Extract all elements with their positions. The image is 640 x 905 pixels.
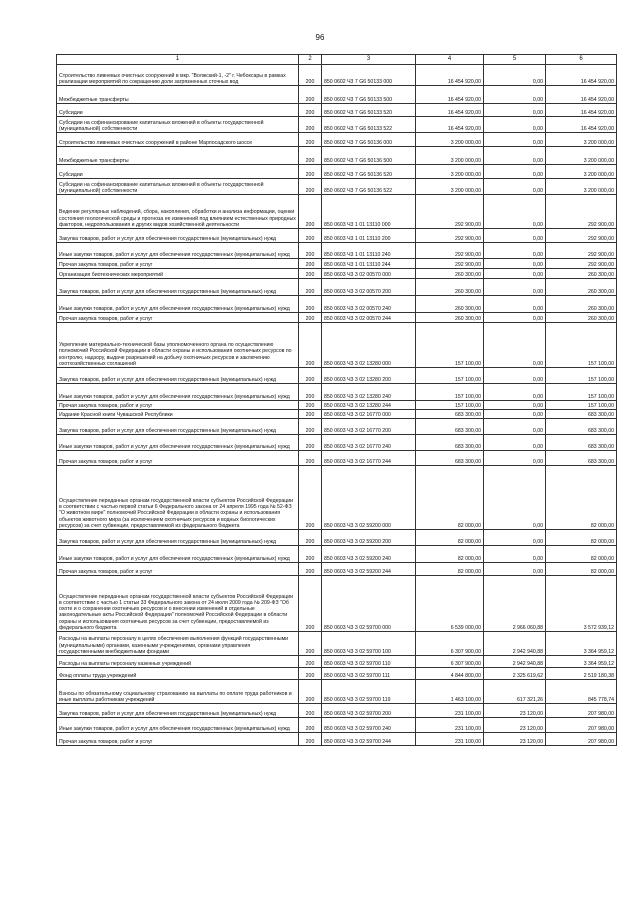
table-row [57,259,617,269]
row-remainder-cell: 16 454 920,00 [546,86,617,104]
row-remainder-cell: 3 200 000,00 [546,165,617,179]
row-remainder-cell: 683 300,00 [546,435,617,451]
row-name-cell: Ведение регулярных наблюдений, сбора, накопления, обработки и анализа информации, оценки состояния геологической среды и прогноза ее изменений под влиянием естественных природных факторов, недропользования и других видов хозяйственной деятельности [57,195,299,229]
row-name-cell: Расходы на выплаты персоналу в целях обеспечения выполнения функций государственными (муниципальными) органами, казенными учреждениями, органами управления государственными внебюджетными фондами [57,632,299,656]
row-name-cell: Субсидии [57,104,299,117]
row-executed-cell: 23 120,00 [484,733,546,746]
row-name-cell: Строительство ливневых очистных сооружений в районе Марпосадского шоссе [57,133,299,147]
row-classification-cell: 850 0603 Ч3 3 02 59700 200 [322,704,416,718]
row-classification-cell: 850 0603 Ч3 3 02 00570 000 [322,269,416,279]
table-row [57,680,617,704]
row-remainder-cell: 3 200 000,00 [546,147,617,165]
row-classification-cell: 850 0603 Ч3 3 02 59700 111 [322,668,416,680]
table-row [57,704,617,718]
row-remainder-cell: 3 200 000,00 [546,179,617,195]
row-code-cell: 200 [299,259,322,269]
row-code-cell: 200 [299,86,322,104]
row-remainder-cell: 260 300,00 [546,279,617,296]
row-remainder-cell: 157 100,00 [546,368,617,384]
row-executed-cell: 2 966 060,88 [484,576,546,632]
row-classification-cell: 850 0603 Ч3 3 02 59700 100 [322,632,416,656]
row-name-cell: Субсидии [57,165,299,179]
row-classification-cell: 850 0603 Ч3 3 02 59700 244 [322,733,416,746]
row-classification-cell: 850 0603 Ч3 3 02 16770 000 [322,410,416,419]
row-executed-cell: 0,00 [484,86,546,104]
row-name-cell: Иные закупки товаров, работ и услуг для обеспечения государственных (муниципальных) нужд [57,384,299,401]
row-code-cell: 200 [299,104,322,117]
row-executed-cell: 0,00 [484,410,546,419]
row-classification-cell: 850 0602 Ч3 7 G6 50133 522 [322,117,416,133]
row-executed-cell: 0,00 [484,65,546,86]
row-executed-cell: 0,00 [484,147,546,165]
row-amount-cell: 16 454 920,00 [416,65,484,86]
row-classification-cell: 850 0603 Ч3 3 02 59700 240 [322,718,416,733]
row-name-cell: Закупка товаров, работ и услуг для обеспечения государственных (муниципальных) нужд [57,279,299,296]
table-row [57,435,617,451]
row-code-cell: 200 [299,243,322,259]
row-amount-cell: 231 100,00 [416,704,484,718]
row-classification-cell: 850 0603 Ч3 1 01 13110 200 [322,229,416,243]
row-executed-cell: 0,00 [484,296,546,313]
row-amount-cell: 82 000,00 [416,530,484,546]
row-name-cell: Прочая закупка товаров, работ и услуг [57,401,299,410]
row-amount-cell: 16 454 920,00 [416,86,484,104]
row-remainder-cell: 292 900,00 [546,229,617,243]
row-classification-cell: 850 0603 Ч3 3 02 13280 000 [322,323,416,368]
table-row [57,133,617,147]
table-row [57,296,617,313]
table-row [57,368,617,384]
row-code-cell: 200 [299,733,322,746]
row-classification-cell: 850 0602 Ч3 7 G6 50133 000 [322,65,416,86]
row-amount-cell: 683 300,00 [416,419,484,435]
table-row [57,384,617,401]
table-row [57,243,617,259]
row-code-cell: 200 [299,546,322,563]
row-code-cell: 200 [299,563,322,576]
row-executed-cell: 23 120,00 [484,718,546,733]
row-classification-cell: 850 0603 Ч3 1 01 13110 244 [322,259,416,269]
row-remainder-cell: 260 300,00 [546,313,617,323]
row-amount-cell: 157 100,00 [416,384,484,401]
row-code-cell: 200 [299,384,322,401]
header-col-5: 5 [484,55,546,65]
row-code-cell: 200 [299,269,322,279]
row-remainder-cell: 82 000,00 [546,546,617,563]
row-classification-cell: 850 0603 Ч3 3 02 59700 000 [322,576,416,632]
row-name-cell: Иные закупки товаров, работ и услуг для обеспечения государственных (муниципальных) нужд [57,718,299,733]
row-code-cell: 200 [299,632,322,656]
table-row [57,147,617,165]
row-executed-cell: 0,00 [484,419,546,435]
row-classification-cell: 850 0603 Ч3 3 02 13280 240 [322,384,416,401]
row-remainder-cell: 683 300,00 [546,410,617,419]
row-remainder-cell: 683 300,00 [546,451,617,466]
row-name-cell: Осуществление переданных органам государственной власти субъектов Российской Федерации в соответствии с частью первой статьи 6 Федерального закона от 24 апреля 1995 года № 52-ФЗ "О животном мире" полномочий Российской Федерации в области охраны и использования объектов животного мира (за исключением охотничьих ресурсов и водных биологических ресурсов) за счет субвенции, предоставляемой из федерального бюджета [57,466,299,530]
row-classification-cell: 850 0602 Ч3 7 G6 50136 500 [322,147,416,165]
row-name-cell: Закупка товаров, работ и услуг для обеспечения государственных (муниципальных) нужд [57,229,299,243]
row-classification-cell: 850 0603 Ч3 3 02 00570 240 [322,296,416,313]
row-executed-cell: 0,00 [484,384,546,401]
row-code-cell: 200 [299,718,322,733]
row-amount-cell: 6 307 900,00 [416,632,484,656]
row-executed-cell: 0,00 [484,563,546,576]
row-remainder-cell: 2 519 180,38 [546,668,617,680]
row-code-cell: 200 [299,179,322,195]
row-classification-cell: 850 0602 Ч3 7 G6 50133 520 [322,104,416,117]
row-amount-cell: 157 100,00 [416,401,484,410]
table-row [57,410,617,419]
row-amount-cell: 157 100,00 [416,323,484,368]
row-name-cell: Межбюджетные трансферты [57,147,299,165]
row-classification-cell: 850 0603 Ч3 3 02 16770 240 [322,435,416,451]
row-name-cell: Строительство ливневых очистных сооружений в мкр. "Волжский-1, -2" г. Чебоксары в рамках реализации мероприятий по сокращению доли загрязненных сточных вод [57,65,299,86]
row-classification-cell: 850 0603 Ч3 3 02 00570 244 [322,313,416,323]
row-amount-cell: 82 000,00 [416,466,484,530]
table-row [57,229,617,243]
table-row [57,632,617,656]
row-code-cell: 200 [299,368,322,384]
row-code-cell: 200 [299,530,322,546]
row-name-cell: Издание Красной книги Чувашской Республики [57,410,299,419]
row-amount-cell: 683 300,00 [416,410,484,419]
row-amount-cell: 4 844 800,00 [416,668,484,680]
header-col-6: 6 [546,55,617,65]
row-classification-cell: 850 0603 Ч3 3 02 59200 244 [322,563,416,576]
row-code-cell: 200 [299,466,322,530]
row-remainder-cell: 683 300,00 [546,419,617,435]
row-executed-cell: 0,00 [484,165,546,179]
row-name-cell: Осуществление переданных органам государственной власти субъектов Российской Федерации в соответствии с частью 1 статьи 33 Федерального закона от 24 июля 2009 года № 209-ФЗ "Об охоте и о сохранении охотничьих ресурсов и о внесении изменений в отдельные законодательные акты Российской Федерации" полномочий Российской Федерации в области охраны и использования охотничьих ресурсов за счет субвенции, предоставляемой из федерального бюджета [57,576,299,632]
row-code-cell: 200 [299,133,322,147]
row-amount-cell: 82 000,00 [416,563,484,576]
page-number: 96 [315,33,325,42]
row-name-cell: Межбюджетные трансферты [57,86,299,104]
table-row [57,195,617,229]
row-amount-cell: 6 307 900,00 [416,656,484,668]
row-code-cell: 200 [299,165,322,179]
row-remainder-cell: 16 454 920,00 [546,117,617,133]
row-name-cell: Закупка товаров, работ и услуг для обеспечения государственных (муниципальных) нужд [57,704,299,718]
row-classification-cell: 850 0603 Ч3 1 01 13110 000 [322,195,416,229]
table-row [57,165,617,179]
row-code-cell: 200 [299,656,322,668]
row-executed-cell: 0,00 [484,451,546,466]
row-remainder-cell: 157 100,00 [546,323,617,368]
row-code-cell: 200 [299,668,322,680]
row-name-cell: Прочая закупка товаров, работ и услуг [57,733,299,746]
row-amount-cell: 3 200 000,00 [416,147,484,165]
row-code-cell: 200 [299,296,322,313]
row-remainder-cell: 3 364 959,12 [546,656,617,668]
row-code-cell: 200 [299,576,322,632]
row-remainder-cell: 157 100,00 [546,401,617,410]
row-remainder-cell: 260 300,00 [546,269,617,279]
row-executed-cell: 0,00 [484,269,546,279]
row-code-cell: 200 [299,65,322,86]
row-name-cell: Иные закупки товаров, работ и услуг для обеспечения государственных (муниципальных) нужд [57,243,299,259]
row-amount-cell: 6 539 000,00 [416,576,484,632]
table-row [57,401,617,410]
row-name-cell: Иные закупки товаров, работ и услуг для обеспечения государственных (муниципальных) нужд [57,546,299,563]
table-row [57,313,617,323]
row-name-cell: Прочая закупка товаров, работ и услуг [57,313,299,323]
row-classification-cell: 850 0603 Ч3 3 02 59200 000 [322,466,416,530]
row-amount-cell: 3 200 000,00 [416,179,484,195]
row-code-cell: 200 [299,451,322,466]
table-row [57,718,617,733]
row-code-cell: 200 [299,704,322,718]
row-remainder-cell: 292 900,00 [546,195,617,229]
row-code-cell: 200 [299,419,322,435]
row-remainder-cell: 3 364 959,12 [546,632,617,656]
row-code-cell: 200 [299,680,322,704]
row-name-cell: Расходы на выплаты персоналу казенных учреждений [57,656,299,668]
row-amount-cell: 292 900,00 [416,259,484,269]
row-name-cell: Субсидии на софинансирование капитальных вложений в объекты государственной (муниципальной) собственности [57,117,299,133]
row-executed-cell: 0,00 [484,466,546,530]
row-classification-cell: 850 0603 Ч3 3 02 13280 200 [322,368,416,384]
header-col-3: 3 [322,55,416,65]
row-code-cell: 200 [299,410,322,419]
row-name-cell: Фонд оплаты труда учреждений [57,668,299,680]
row-amount-cell: 3 200 000,00 [416,165,484,179]
row-executed-cell: 2 942 940,88 [484,632,546,656]
row-amount-cell: 292 900,00 [416,229,484,243]
row-executed-cell: 0,00 [484,195,546,229]
row-classification-cell: 850 0602 Ч3 7 G6 50136 000 [322,133,416,147]
row-remainder-cell: 82 000,00 [546,563,617,576]
row-amount-cell: 683 300,00 [416,451,484,466]
table-row [57,323,617,368]
row-amount-cell: 260 300,00 [416,313,484,323]
row-amount-cell: 292 900,00 [416,243,484,259]
row-name-cell: Организация биотехнических мероприятий [57,269,299,279]
header-col-4: 4 [416,55,484,65]
table-row [57,466,617,530]
row-executed-cell: 2 325 619,62 [484,668,546,680]
table-row [57,65,617,86]
table-row [57,733,617,746]
row-classification-cell: 850 0602 Ч3 7 G6 50136 520 [322,165,416,179]
row-classification-cell: 850 0603 Ч3 3 02 59200 200 [322,530,416,546]
row-remainder-cell: 207 980,00 [546,704,617,718]
table-row [57,656,617,668]
row-remainder-cell: 16 454 920,00 [546,104,617,117]
row-executed-cell: 2 942 940,88 [484,656,546,668]
row-executed-cell: 0,00 [484,435,546,451]
row-executed-cell: 0,00 [484,229,546,243]
row-classification-cell: 850 0603 Ч3 3 02 59200 240 [322,546,416,563]
table-row [57,86,617,104]
table-row [57,269,617,279]
row-amount-cell: 683 300,00 [416,435,484,451]
row-remainder-cell: 207 980,00 [546,733,617,746]
row-executed-cell: 0,00 [484,279,546,296]
table-row [57,451,617,466]
row-remainder-cell: 82 000,00 [546,466,617,530]
table-row [57,563,617,576]
row-remainder-cell: 845 778,74 [546,680,617,704]
row-amount-cell: 231 100,00 [416,733,484,746]
row-name-cell: Укрепление материально-технической базы уполномоченного органа по осуществлению полномочий Российской Федерации в области охраны и использования охотничьих ресурсов по контролю, надзору, выдаче разрешений на добычу охотничьих ресурсов и заключению охотхозяйственных соглашений [57,323,299,368]
row-remainder-cell: 207 980,00 [546,718,617,733]
row-classification-cell: 850 0602 Ч3 7 G6 50133 500 [322,86,416,104]
row-code-cell: 200 [299,435,322,451]
row-name-cell: Закупка товаров, работ и услуг для обеспечения государственных (муниципальных) нужд [57,419,299,435]
row-name-cell: Иные закупки товаров, работ и услуг для обеспечения государственных (муниципальных) нужд [57,435,299,451]
row-executed-cell: 0,00 [484,530,546,546]
row-executed-cell: 0,00 [484,546,546,563]
row-amount-cell: 231 100,00 [416,718,484,733]
row-classification-cell: 850 0602 Ч3 7 G6 50136 522 [322,179,416,195]
row-code-cell: 200 [299,195,322,229]
row-classification-cell: 850 0603 Ч3 3 02 13280 244 [322,401,416,410]
row-executed-cell: 0,00 [484,179,546,195]
row-amount-cell: 16 454 920,00 [416,104,484,117]
header-col-2: 2 [299,55,322,65]
table-row [57,530,617,546]
budget-table-container [56,54,616,746]
table-row [57,576,617,632]
row-name-cell: Закупка товаров, работ и услуг для обеспечения государственных (муниципальных) нужд [57,368,299,384]
row-amount-cell: 16 454 920,00 [416,117,484,133]
row-executed-cell: 0,00 [484,313,546,323]
row-classification-cell: 850 0603 Ч3 3 02 59700 110 [322,656,416,668]
row-executed-cell: 0,00 [484,323,546,368]
row-remainder-cell: 16 454 920,00 [546,65,617,86]
table-row [57,419,617,435]
budget-table [56,54,617,746]
table-row [57,179,617,195]
row-executed-cell: 0,00 [484,104,546,117]
table-header-row [57,55,617,65]
row-code-cell: 200 [299,313,322,323]
row-name-cell: Прочая закупка товаров, работ и услуг [57,259,299,269]
row-executed-cell: 0,00 [484,259,546,269]
row-amount-cell: 260 300,00 [416,269,484,279]
row-amount-cell: 260 300,00 [416,279,484,296]
table-row [57,104,617,117]
row-remainder-cell: 260 300,00 [546,296,617,313]
row-amount-cell: 260 300,00 [416,296,484,313]
row-executed-cell: 617 321,26 [484,680,546,704]
row-classification-cell: 850 0603 Ч3 3 02 00570 200 [322,279,416,296]
row-executed-cell: 0,00 [484,401,546,410]
row-executed-cell: 0,00 [484,368,546,384]
header-col-1: 1 [57,55,299,65]
row-amount-cell: 82 000,00 [416,546,484,563]
row-code-cell: 200 [299,229,322,243]
row-remainder-cell: 82 000,00 [546,530,617,546]
row-classification-cell: 850 0603 Ч3 3 02 16770 244 [322,451,416,466]
row-code-cell: 200 [299,401,322,410]
row-code-cell: 200 [299,117,322,133]
row-remainder-cell: 292 900,00 [546,243,617,259]
row-amount-cell: 157 100,00 [416,368,484,384]
row-remainder-cell: 3 200 000,00 [546,133,617,147]
row-code-cell: 200 [299,147,322,165]
table-row [57,279,617,296]
row-amount-cell: 292 900,00 [416,195,484,229]
row-name-cell: Прочая закупка товаров, работ и услуг [57,451,299,466]
row-remainder-cell: 3 572 939,12 [546,576,617,632]
row-executed-cell: 0,00 [484,133,546,147]
row-classification-cell: 850 0603 Ч3 3 02 16770 200 [322,419,416,435]
row-executed-cell: 0,00 [484,243,546,259]
row-name-cell: Закупка товаров, работ и услуг для обеспечения государственных (муниципальных) нужд [57,530,299,546]
row-remainder-cell: 157 100,00 [546,384,617,401]
row-executed-cell: 0,00 [484,117,546,133]
table-row [57,117,617,133]
row-amount-cell: 3 200 000,00 [416,133,484,147]
row-name-cell: Иные закупки товаров, работ и услуг для обеспечения государственных (муниципальных) нужд [57,296,299,313]
table-row [57,546,617,563]
row-executed-cell: 23 120,00 [484,704,546,718]
row-code-cell: 200 [299,279,322,296]
row-name-cell: Субсидии на софинансирование капитальных вложений в объекты государственной (муниципальной) собственности [57,179,299,195]
row-remainder-cell: 292 900,00 [546,259,617,269]
table-row [57,668,617,680]
row-classification-cell: 850 0603 Ч3 3 02 59700 119 [322,680,416,704]
row-code-cell: 200 [299,323,322,368]
row-classification-cell: 850 0603 Ч3 1 01 13110 240 [322,243,416,259]
row-amount-cell: 1 463 100,00 [416,680,484,704]
row-name-cell: Взносы по обязательному социальному страхованию на выплаты по оплате труда работников и иные выплаты работникам учреждений [57,680,299,704]
row-name-cell: Прочая закупка товаров, работ и услуг [57,563,299,576]
